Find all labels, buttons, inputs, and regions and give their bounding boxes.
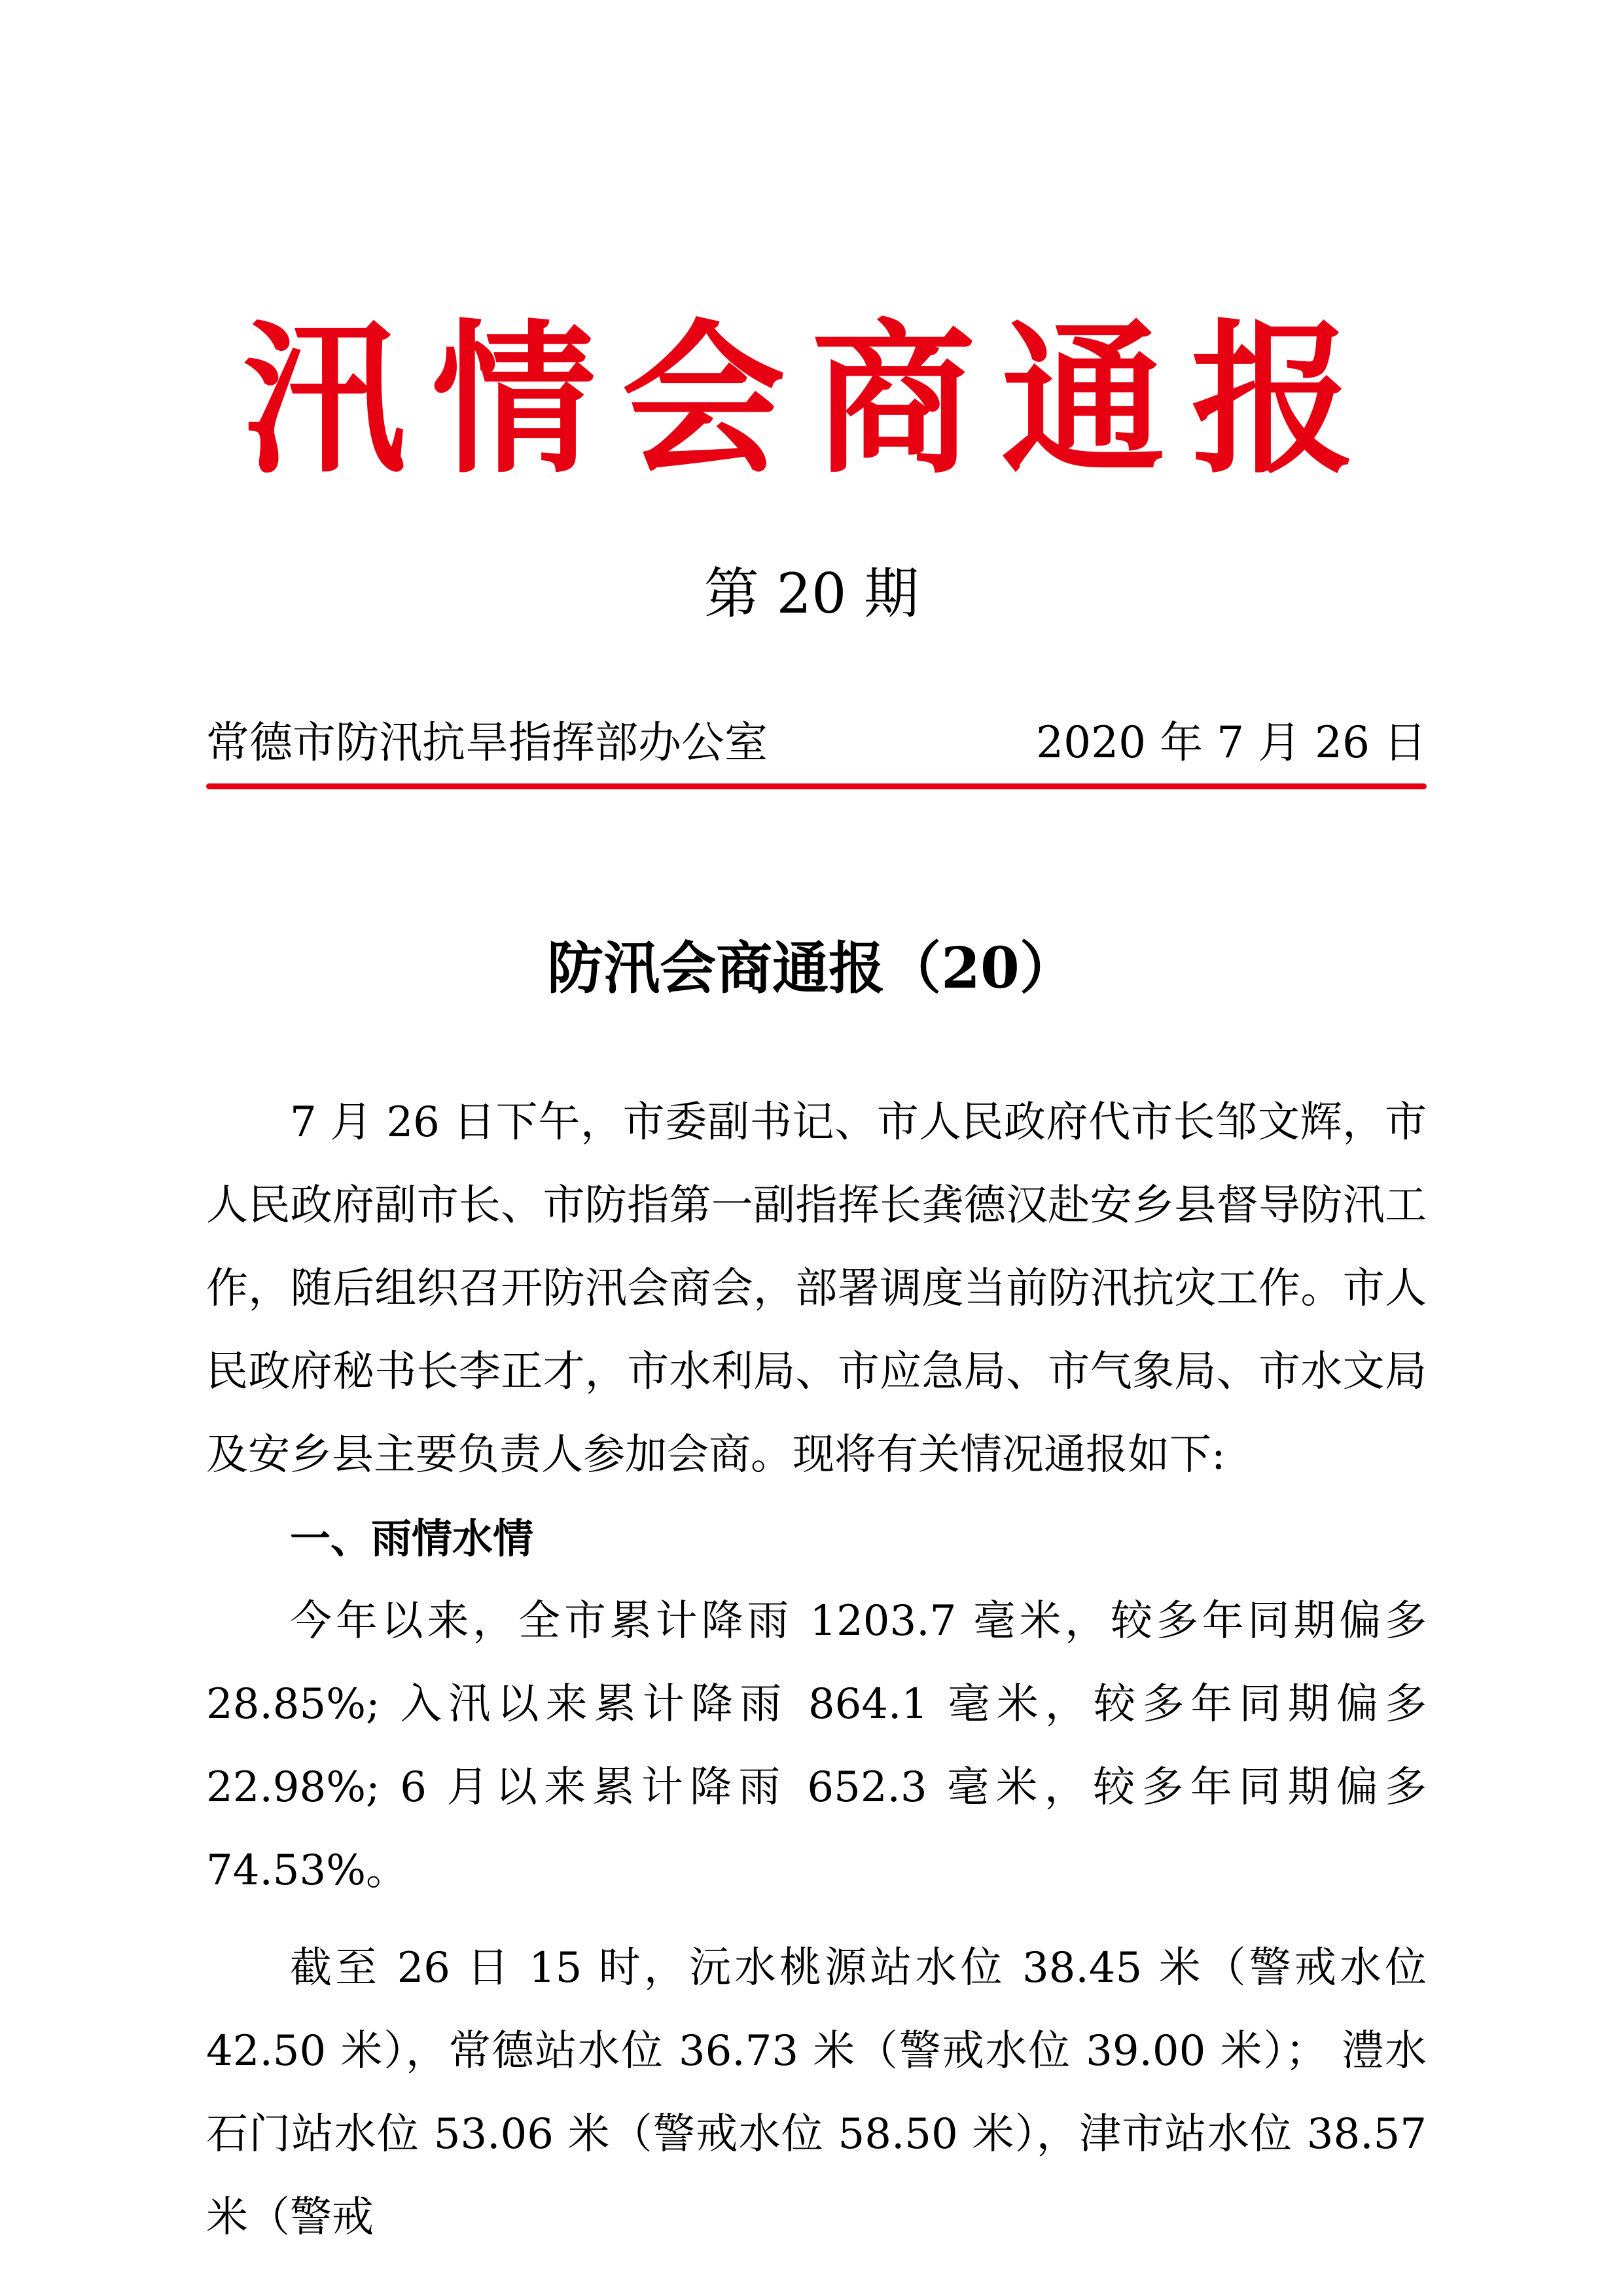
masthead-title: 汛情会商通报 bbox=[242, 303, 1381, 495]
issuer-row bbox=[206, 707, 1427, 779]
water-level-paragraph: 截至 26 日 15 时，沅水桃源站水位 38.45 米（警戒水位 42.50 米），常德站水位 36.73 米（警戒水位 39.00 米）； 澧水石门站水位 53.06 米（警戒水位 58.50 米），津市站水位 38.57 米（警戒 bbox=[206, 1944, 1427, 2242]
issue-date: 2020 年 7 月 26 日 bbox=[1036, 717, 1427, 768]
issue-number: 第 20 期 bbox=[704, 562, 919, 626]
red-divider-line bbox=[206, 783, 1427, 789]
issuer-name: 常德市防汛抗旱指挥部办公室 bbox=[206, 717, 768, 768]
section-heading-rain-water: 一、雨情水情 bbox=[290, 1515, 534, 1562]
document-body bbox=[206, 1081, 1427, 2259]
document-title: 防汛会商通报（20） bbox=[547, 935, 1076, 1001]
intro-paragraph: 7 月 26 日下午，市委副书记、市人民政府代市长邹文辉，市人民政府副市长、市防指第一副指挥长龚德汉赴安乡县督导防汛工作，随后组织召开防汛会商会，部署调度当前防汛抗灾工作。市人民政府秘书长李正才，市水利局、市应急局、市气象局、市水文局及安乡县主要负责人参加会商。现将有关情况通报如下: bbox=[206, 1098, 1427, 1479]
rainfall-paragraph: 今年以来，全市累计降雨 1203.7 毫米，较多年同期偏多 28.85%; 入汛以来累计降雨 864.1 毫米，较多年同期偏多 22.98%; 6 月以来累计降雨 652.3 毫米，较多年同期偏多 74.53%。 bbox=[206, 1597, 1427, 1895]
